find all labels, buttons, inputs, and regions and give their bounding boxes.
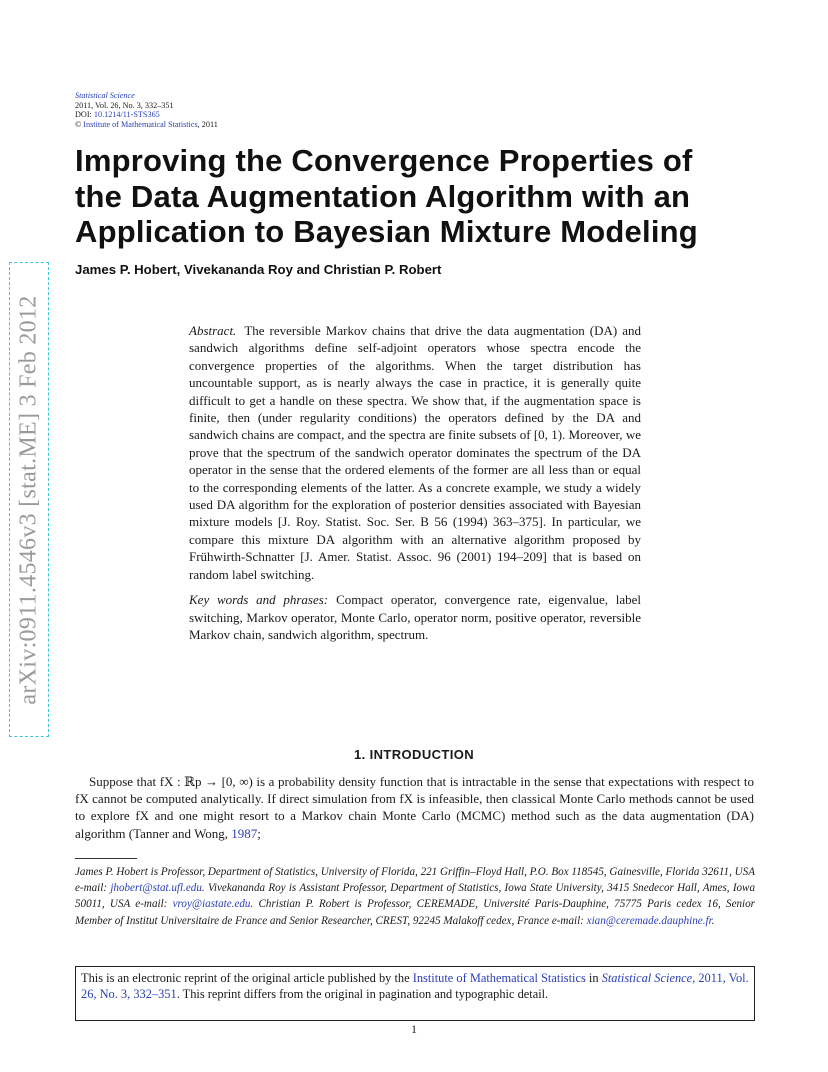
reprint-text-2: in [585,971,602,985]
copyright-symbol: © [75,119,82,129]
section-heading-introduction: 1. INTRODUCTION [353,747,475,762]
arxiv-stamp-text: arXiv:0911.4546v3 [stat.ME] 3 Feb 2012 [15,294,42,705]
reprint-publisher-link[interactable]: Institute of Mathematical Statistics [412,971,586,985]
doi-label: DOI: [75,110,94,120]
email-link-hobert[interactable]: jhobert@stat.ufl.edu [110,882,202,895]
abstract-paragraph [189,322,641,583]
intro-text-end: ; [257,825,261,841]
email-link-roy[interactable]: vroy@iastate.edu [172,898,251,911]
reprint-notice [75,966,755,1021]
reprint-text-3: . This reprint differs from the original in pagination and typographic detail. [176,987,549,1002]
abstract-text: The reversible Markov chains that drive the data augmentation (DA) and sandwich algorithms define self-adjoint operators whose spectra encode the convergence properties of the algorithms. When the target distribution has uncountable support, as is nearly always the case in practice, it is generally quite difficult to get a handle on these spectra. We show that, if the augmentation space is finite, then (under regularity conditions) the operators defined by the DA and sandwich chains are compact, and the spectra are finite subsets of [0, 1). Moreover, we prove that the spectrum of the sandwich operator dominates the spectrum of the DA operator in the sense that the ordered elements of the former are all less than or equal to the corresponding elements of the latter. As a concrete example, we study a widely used DA algorithm for the exploration of posterior densities associated with Bayesian mixture models [J. Roy. Statist. Soc. Ser. B 56 (1994) 363–375]. In particular, we compare this mixture DA algorithm with an alternative algorithm proposed by Frühwirth-Schnatter [J. Amer. Statist. Assoc. 96 (2001) 194–209] that is based on random label switching. [189,323,641,582]
doi-link[interactable]: 10.1214/11-STS365 [93,110,160,120]
issue-info: 2011, Vol. 26, No. 3, 332–351 [75,100,174,110]
email-link-robert[interactable]: xian@ceremade.dauphine.fr [586,914,712,927]
page-number: 1 [411,1022,417,1036]
title-line-2: the Data Augmentation Algorithm with an [75,178,691,214]
doi-line [75,110,475,120]
footnote-text-1: James P. Hobert is Professor, Department of Statistics, University of Florida, 221 Griffin–Floyd Hall, P.O. Box 118545, Gainesville, Florida 32611, USA e-mail: [75,866,755,895]
copyright-line [75,120,475,130]
footnote-text-4: . [711,914,715,927]
title-line-3: Application to Bayesian Mixture Modeling [75,214,698,249]
abstract-block [189,322,641,643]
journal-link[interactable]: Statistical Science [75,91,135,100]
masthead [75,91,475,129]
footnote-text-2: . Vivekananda Roy is Assistant Professor, Department of Statistics, Iowa State University, 3415 Snedecor Hall, Ames, Iowa 50011, USA e-mail: [75,882,756,911]
author-footnote [75,864,755,929]
keywords-label: Key words and phrases: [189,592,329,608]
keywords-paragraph [189,591,641,643]
reprint-journal-link[interactable]: Statistical Science [601,971,693,985]
citation-link-1987[interactable]: 1987 [231,825,258,841]
footnote-divider [75,858,137,859]
author-list: James P. Hobert, Vivekananda Roy and Christian P. Robert [75,262,442,277]
intro-paragraph [75,773,754,842]
footnote-text-3: . Christian P. Robert is Professor, CEREMADE, Université Paris-Dauphine, 75775 Paris cedex 16, Senior Member of Institut Universitaire de France and Senior Researcher, CREST, 92245 Malakoff cedex, France e-mail: [75,898,755,927]
reprint-citation-link[interactable]: , 2011, Vol. 26, No. 3, 332–351 [81,971,749,1002]
abstract-label: Abstract. [189,323,237,338]
copyright-year: , 2011 [197,119,218,129]
intro-text: Suppose that fX : ℝp → [0, ∞) is a probability density function that is intractable in the sense that expectations with respect to fX cannot be computed analytically. If direct simulation from fX is infeasible, then classical Monte Carlo methods cannot be used to explore fX and one might resort to a Markov chain Monte Carlo (MCMC) method such as the data augmentation (DA) algorithm (Tanner and Wong, [75,774,754,841]
paper-title [75,143,795,250]
title-line-1: Improving the Convergence Properties of [75,143,693,178]
publisher-link[interactable]: Institute of Mathematical Statistics [83,119,198,129]
arxiv-stamp[interactable] [9,262,49,737]
reprint-text-1: This is an electronic reprint of the original article published by the [81,971,413,985]
keywords-text: Compact operator, convergence rate, eigenvalue, label switching, Markov operator, Monte Carlo, operator norm, positive operator, reversible Markov chain, sandwich algorithm, spectrum. [189,592,642,642]
